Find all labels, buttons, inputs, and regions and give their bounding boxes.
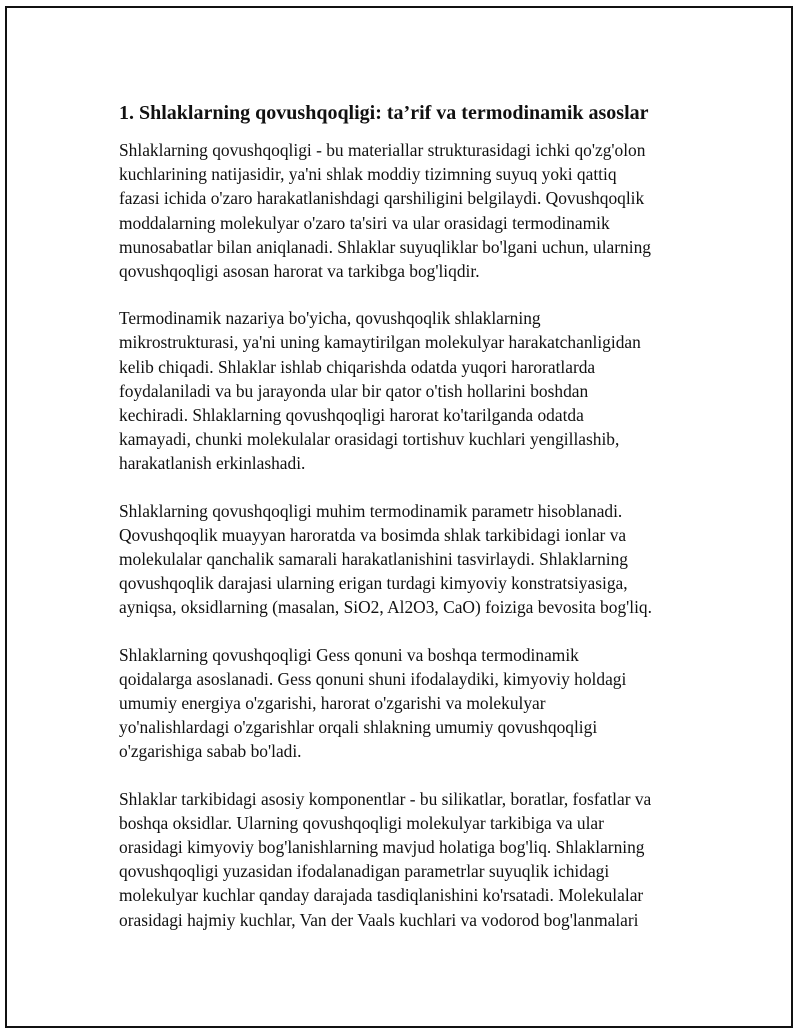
text-line: moddalarning molekulyar o'zaro ta'siri va ular orasidagi termodinamik [119,212,610,233]
text-line: Termodinamik nazariya bo'yicha, qovushqoqlik shlaklarning [119,308,541,329]
text-line: harakatlanish erkinlashadi. [119,453,306,474]
paragraphs-container [119,138,699,932]
text-line: orasidagi hajmiy kuchlar, Van der Vaals kuchlari va vodorod bog'lanmalari [119,909,639,930]
paragraph-3 [119,499,699,620]
text-line: mikrostrukturasi, ya'ni uning kamaytirilgan molekulyar harakatchanligidan [119,332,641,353]
text-line: qovushqoqligi yuzasidan ifodalanadigan parametrlar suyuqlik ichidagi [119,861,610,882]
text-line: Shlaklarning qovushqoqligi - bu materiallar strukturasidagi ichki qo'zg'olon [119,140,646,160]
section-heading: 1. Shlaklarning qovushqoqligi: ta’rif va termodinamik asoslar [119,102,649,124]
text-line: Shlaklar tarkibidagi asosiy komponentlar - bu silikatlar, boratlar, fosfatlar va [119,788,652,809]
text-line: fazasi ichida o'zaro harakatlanishdagi qarshiligini belgilaydi. Qovushqoqlik [119,188,645,209]
page-frame [5,6,793,1028]
text-line: munosabatlar bilan aniqlanadi. Shlaklar suyuqliklar bo'lgani uchun, ularning [119,236,651,257]
text-line: o'zgarishiga sabab bo'ladi. [119,741,302,762]
document-body [119,100,699,955]
paragraph-4 [119,643,699,764]
text-line: molekulalar qanchalik samarali harakatlanishini tasvirlaydi. Shlaklarning [119,549,628,570]
text-line: Shlaklarning qovushqoqligi muhim termodinamik parametr hisoblanadi. [119,500,623,521]
text-line: kechiradi. Shlaklarning qovushqoqligi harorat ko'tarilganda odatda [119,405,584,426]
text-line: orasidagi kimyoviy bog'lanishlarning mavjud holatiga bog'liq. Shlaklarning [119,837,645,858]
text-line: yo'nalishlardagi o'zgarishlar orqali shlakning umumiy qovushqoqligi [119,717,598,738]
text-line: kuchlarining natijasidir, ya'ni shlak moddiy tizimning suyuq yoki qattiq [119,164,617,185]
text-line: molekulyar kuchlar qanday darajada tasdiqlanishini ko'rsatadi. Molekulalar [119,885,644,906]
paragraph-5 [119,787,699,932]
paragraph-2 [119,306,699,475]
text-line: qovushqoqlik darajasi ularning erigan turdagi kimyoviy konstratsiyasiga, [119,573,628,594]
paragraph-1 [119,138,699,283]
text-line: foydalaniladi va bu jarayonda ular bir qator o'tish hollarini boshdan [119,380,589,401]
text-line: boshqa oksidlar. Ularning qovushqoqligi molekulyar tarkibiga va ular [119,812,604,833]
text-line: qoidalarga asoslanadi. Gess qonuni shuni ifodalaydiki, kimyoviy holdagi [119,668,627,689]
text-line: umumiy energiya o'zgarishi, harorat o'zgarishi va molekulyar [119,693,546,714]
text-line: Shlaklarning qovushqoqligi Gess qonuni va boshqa termodinamik [119,644,579,665]
text-line: Qovushqoqlik muayyan haroratda va bosimda shlak tarkibidagi ionlar va [119,524,627,545]
text-line: qovushqoqligi asosan harorat va tarkibga bog'liqdir. [119,261,480,282]
text-line: ayniqsa, oksidlarning (masalan, SiO2, Al2O3, CaO) foiziga bevosita bog'liq. [119,597,652,618]
text-line: kelib chiqadi. Shlaklar ishlab chiqarishda odatda yuqori haroratlarda [119,356,596,377]
text-line: kamayadi, chunki molekulalar orasidagi tortishuv kuchlari yengillashib, [119,429,620,450]
